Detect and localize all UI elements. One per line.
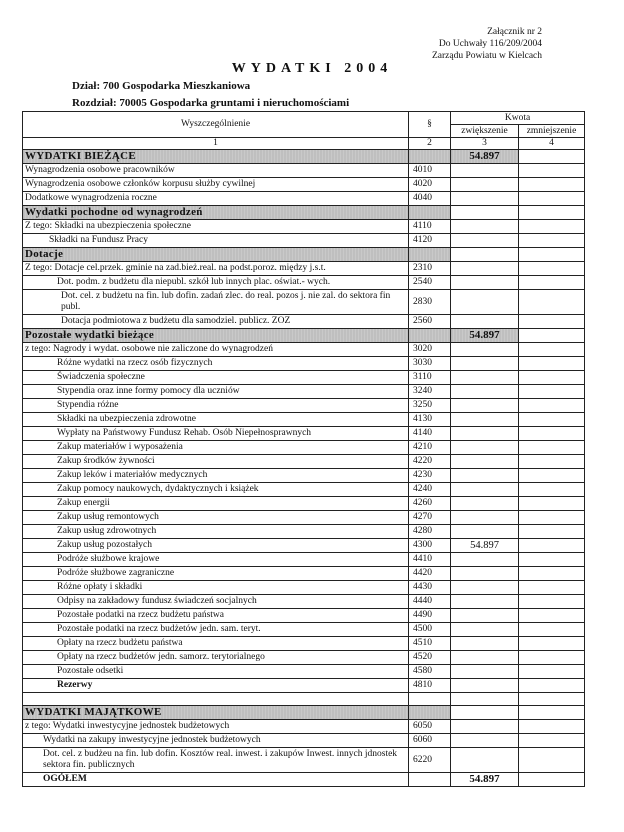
row-decrease <box>519 343 585 357</box>
row-paragraph: 2540 <box>409 276 451 290</box>
row-paragraph: 2560 <box>409 315 451 329</box>
row-description: Składki na Fundusz Pracy <box>23 234 409 248</box>
row-description: Wynagrodzenia osobowe pracowników <box>23 164 409 178</box>
row-increase: 54.897 <box>451 539 519 553</box>
row-paragraph: 4520 <box>409 651 451 665</box>
table-row <box>23 234 585 248</box>
row-decrease <box>519 773 585 787</box>
row-decrease <box>519 595 585 609</box>
table-row <box>23 441 585 455</box>
row-increase <box>451 413 519 427</box>
row-decrease <box>519 427 585 441</box>
row-decrease <box>519 290 585 315</box>
section-title: Dotacje <box>23 248 409 262</box>
row-paragraph: 3110 <box>409 371 451 385</box>
row-decrease <box>519 441 585 455</box>
table-row <box>23 581 585 595</box>
row-paragraph: 4510 <box>409 637 451 651</box>
row-paragraph: 4010 <box>409 164 451 178</box>
row-description: Dotacja podmiotowa z budżetu dla samodziel. publicz. ZOZ <box>23 315 409 329</box>
row-increase <box>451 441 519 455</box>
table-row <box>23 455 585 469</box>
row-description <box>23 693 409 706</box>
row-increase <box>451 455 519 469</box>
row-increase <box>451 192 519 206</box>
table-row <box>23 343 585 357</box>
department-label: Dział: 700 Gospodarka Mieszkaniowa <box>72 80 251 92</box>
row-increase <box>451 595 519 609</box>
row-paragraph: 4260 <box>409 497 451 511</box>
table-row <box>23 371 585 385</box>
row-description: Odpisy na zakładowy fundusz świadczeń socjalnych <box>23 595 409 609</box>
table-row <box>23 539 585 553</box>
spacer-row <box>23 693 585 706</box>
row-description: Różne opłaty i składki <box>23 581 409 595</box>
row-paragraph <box>409 248 451 262</box>
row-increase <box>451 748 519 773</box>
row-paragraph <box>409 206 451 220</box>
row-paragraph <box>409 706 451 720</box>
row-decrease <box>519 220 585 234</box>
row-paragraph <box>409 150 451 164</box>
row-increase <box>451 234 519 248</box>
table-row <box>23 651 585 665</box>
table-row <box>23 679 585 693</box>
table-row <box>23 637 585 651</box>
row-description: Zakup leków i materiałów medycznych <box>23 469 409 483</box>
row-paragraph: 3020 <box>409 343 451 357</box>
row-decrease <box>519 734 585 748</box>
row-description: Podróże służbowe zagraniczne <box>23 567 409 581</box>
row-increase <box>451 720 519 734</box>
row-paragraph: 4110 <box>409 220 451 234</box>
row-increase <box>451 206 519 220</box>
row-increase <box>451 371 519 385</box>
section-header-row <box>23 150 585 164</box>
row-increase <box>451 693 519 706</box>
row-decrease <box>519 623 585 637</box>
table-row <box>23 483 585 497</box>
row-description: Z tego: Dotacje cel.przek. gminie na zad.bież.real. na podst.poroz. między j.s.t. <box>23 262 409 276</box>
row-decrease <box>519 385 585 399</box>
row-description: z tego: Nagrody i wydat. osobowe nie zaliczone do wynagrodzeń <box>23 343 409 357</box>
row-decrease <box>519 315 585 329</box>
row-paragraph <box>409 773 451 787</box>
row-description: Stypendia oraz inne formy pomocy dla uczniów <box>23 385 409 399</box>
row-decrease <box>519 371 585 385</box>
row-decrease <box>519 469 585 483</box>
row-description: Pozostałe podatki na rzecz budżetów jedn. sam. teryt. <box>23 623 409 637</box>
annex-line: Zarządu Powiatu w Kielcach <box>432 51 542 61</box>
section-title: Wydatki pochodne od wynagrodzeń <box>23 206 409 220</box>
row-paragraph: 4120 <box>409 234 451 248</box>
row-description: Zakup materiałów i wyposażenia <box>23 441 409 455</box>
table-row <box>23 720 585 734</box>
row-description: Opłaty na rzecz budżetów jedn. samorz. terytorialnego <box>23 651 409 665</box>
row-description: Zakup energii <box>23 497 409 511</box>
annex-line: Załącznik nr 2 <box>487 27 542 37</box>
row-increase <box>451 525 519 539</box>
row-paragraph: 4240 <box>409 483 451 497</box>
row-decrease <box>519 651 585 665</box>
row-paragraph: 4220 <box>409 455 451 469</box>
table-row <box>23 525 585 539</box>
header-amount: Kwota <box>451 112 585 125</box>
row-increase <box>451 469 519 483</box>
row-decrease <box>519 357 585 371</box>
table-row <box>23 178 585 192</box>
row-description: Z tego: Składki na ubezpieczenia społeczne <box>23 220 409 234</box>
row-decrease <box>519 192 585 206</box>
total-row <box>23 773 585 787</box>
row-decrease <box>519 525 585 539</box>
table-row <box>23 609 585 623</box>
row-description: Dodatkowe wynagrodzenia roczne <box>23 192 409 206</box>
row-increase <box>451 385 519 399</box>
header-col-number: 1 <box>23 138 409 150</box>
row-paragraph <box>409 693 451 706</box>
header-col-number: 4 <box>519 138 585 150</box>
table-row <box>23 315 585 329</box>
row-paragraph: 4300 <box>409 539 451 553</box>
table-row <box>23 192 585 206</box>
table-row <box>23 290 585 315</box>
row-increase <box>451 164 519 178</box>
table-row <box>23 357 585 371</box>
row-increase <box>451 623 519 637</box>
row-description: Zakup środków żywności <box>23 455 409 469</box>
row-decrease <box>519 276 585 290</box>
table-row <box>23 748 585 773</box>
row-paragraph: 6050 <box>409 720 451 734</box>
row-description: Pozostałe odsetki <box>23 665 409 679</box>
row-decrease <box>519 206 585 220</box>
row-paragraph: 2310 <box>409 262 451 276</box>
section-title: Pozostałe wydatki bieżące <box>23 329 409 343</box>
row-description: Opłaty na rzecz budżetu państwa <box>23 637 409 651</box>
annex-note <box>432 26 542 62</box>
row-description: Dot. cel. z budżeu na fin. lub dofin. Kosztów real. inwest. i zakupów Inwest. innych jdnostek sektora fin. publicznych <box>23 748 409 773</box>
row-decrease <box>519 511 585 525</box>
row-paragraph: 4270 <box>409 511 451 525</box>
table-row <box>23 511 585 525</box>
header-decrease: zmniejszenie <box>519 125 585 138</box>
header-col-number: 3 <box>451 138 519 150</box>
row-description: Składki na ubezpieczenia zdrowotne <box>23 413 409 427</box>
row-increase <box>451 609 519 623</box>
row-increase <box>451 248 519 262</box>
row-increase: 54.897 <box>451 329 519 343</box>
row-decrease <box>519 706 585 720</box>
row-paragraph: 2830 <box>409 290 451 315</box>
row-description: Wypłaty na Państwowy Fundusz Rehab. Osób Niepełnosprawnych <box>23 427 409 441</box>
section-title: WYDATKI MAJĄTKOWE <box>23 706 409 720</box>
table-row <box>23 276 585 290</box>
row-decrease <box>519 693 585 706</box>
row-increase <box>451 679 519 693</box>
row-increase <box>451 399 519 413</box>
row-paragraph <box>409 329 451 343</box>
table-row <box>23 413 585 427</box>
row-paragraph: 3250 <box>409 399 451 413</box>
row-decrease <box>519 665 585 679</box>
row-description: Podróże służbowe krajowe <box>23 553 409 567</box>
row-increase <box>451 276 519 290</box>
row-decrease <box>519 164 585 178</box>
annex-line: Do Uchwały 116/209/2004 <box>438 39 542 49</box>
header-col-number: 2 <box>409 138 451 150</box>
row-increase <box>451 734 519 748</box>
row-decrease <box>519 399 585 413</box>
row-paragraph: 4020 <box>409 178 451 192</box>
row-decrease <box>519 413 585 427</box>
row-paragraph: 4230 <box>409 469 451 483</box>
row-decrease <box>519 637 585 651</box>
row-description: Rezerwy <box>23 679 409 693</box>
row-decrease <box>519 720 585 734</box>
row-description: Zakup usług zdrowotnych <box>23 525 409 539</box>
table-row <box>23 385 585 399</box>
row-paragraph: 4130 <box>409 413 451 427</box>
row-decrease <box>519 329 585 343</box>
row-description: Świadczenia społeczne <box>23 371 409 385</box>
page-title: WYDATKI 2004 <box>231 61 393 76</box>
row-paragraph: 4140 <box>409 427 451 441</box>
row-paragraph: 4440 <box>409 595 451 609</box>
table-row <box>23 469 585 483</box>
row-description: z tego: Wydatki inwestycyjne jednostek budżetowych <box>23 720 409 734</box>
row-increase: 54.897 <box>451 773 519 787</box>
row-decrease <box>519 234 585 248</box>
row-decrease <box>519 679 585 693</box>
row-paragraph: 6220 <box>409 748 451 773</box>
row-increase <box>451 427 519 441</box>
row-decrease <box>519 609 585 623</box>
row-increase <box>451 706 519 720</box>
row-increase <box>451 290 519 315</box>
row-decrease <box>519 581 585 595</box>
row-description: Zakup pomocy naukowych, dydaktycznych i książek <box>23 483 409 497</box>
row-description: Pozostałe podatki na rzecz budżetu państwa <box>23 609 409 623</box>
row-increase <box>451 637 519 651</box>
row-paragraph: 4420 <box>409 567 451 581</box>
row-increase <box>451 553 519 567</box>
section-header-row <box>23 706 585 720</box>
section-header-row <box>23 329 585 343</box>
table-row <box>23 220 585 234</box>
row-increase: 54.897 <box>451 150 519 164</box>
row-decrease <box>519 748 585 773</box>
table-row <box>23 427 585 441</box>
row-increase <box>451 567 519 581</box>
row-decrease <box>519 567 585 581</box>
row-paragraph: 6060 <box>409 734 451 748</box>
row-decrease <box>519 262 585 276</box>
table-row <box>23 734 585 748</box>
row-increase <box>451 357 519 371</box>
row-increase <box>451 220 519 234</box>
section-title: WYDATKI BIEŻĄCE <box>23 150 409 164</box>
row-description: OGÓŁEM <box>23 773 409 787</box>
row-paragraph: 4430 <box>409 581 451 595</box>
row-paragraph: 4810 <box>409 679 451 693</box>
row-paragraph: 4210 <box>409 441 451 455</box>
row-decrease <box>519 150 585 164</box>
row-increase <box>451 651 519 665</box>
row-increase <box>451 262 519 276</box>
table-row <box>23 567 585 581</box>
table-row <box>23 262 585 276</box>
table-row <box>23 665 585 679</box>
row-description: Wynagrodzenia osobowe członków korpusu służby cywilnej <box>23 178 409 192</box>
row-increase <box>451 483 519 497</box>
row-description: Stypendia różne <box>23 399 409 413</box>
row-description: Dot. podm. z budżetu dla niepubl. szkół lub innych plac. oświat.- wych. <box>23 276 409 290</box>
row-description: Zakup usług pozostałych <box>23 539 409 553</box>
table-row <box>23 623 585 637</box>
section-header-row <box>23 248 585 262</box>
table-row <box>23 497 585 511</box>
row-paragraph: 3030 <box>409 357 451 371</box>
row-paragraph: 4500 <box>409 623 451 637</box>
row-description: Różne wydatki na rzecz osób fizycznych <box>23 357 409 371</box>
expenses-table <box>22 111 585 787</box>
row-decrease <box>519 455 585 469</box>
row-paragraph: 3240 <box>409 385 451 399</box>
row-paragraph: 4040 <box>409 192 451 206</box>
row-decrease <box>519 553 585 567</box>
row-decrease <box>519 248 585 262</box>
row-decrease <box>519 178 585 192</box>
header-description: Wyszczególnienie <box>23 112 409 138</box>
header-paragraph: § <box>409 112 451 138</box>
row-increase <box>451 497 519 511</box>
row-paragraph: 4580 <box>409 665 451 679</box>
table-row <box>23 164 585 178</box>
section-header-row <box>23 206 585 220</box>
table-row <box>23 553 585 567</box>
row-increase <box>451 511 519 525</box>
table-row <box>23 399 585 413</box>
row-paragraph: 4410 <box>409 553 451 567</box>
row-increase <box>451 665 519 679</box>
row-increase <box>451 315 519 329</box>
row-paragraph: 4490 <box>409 609 451 623</box>
row-increase <box>451 178 519 192</box>
row-decrease <box>519 483 585 497</box>
row-description: Zakup usług remontowych <box>23 511 409 525</box>
row-increase <box>451 581 519 595</box>
row-paragraph: 4280 <box>409 525 451 539</box>
header-increase: zwiększenie <box>451 125 519 138</box>
table-row <box>23 595 585 609</box>
row-decrease <box>519 539 585 553</box>
chapter-label: Rozdział: 70005 Gospodarka gruntami i nieruchomościami <box>72 97 350 109</box>
row-description: Dot. cel. z budżetu na fin. lub dofin. zadań zlec. do real. pozos j. nie zal. do sektora fin publ. <box>23 290 409 315</box>
row-increase <box>451 343 519 357</box>
row-decrease <box>519 497 585 511</box>
row-description: Wydatki na zakupy inwestycyjne jednostek budżetowych <box>23 734 409 748</box>
